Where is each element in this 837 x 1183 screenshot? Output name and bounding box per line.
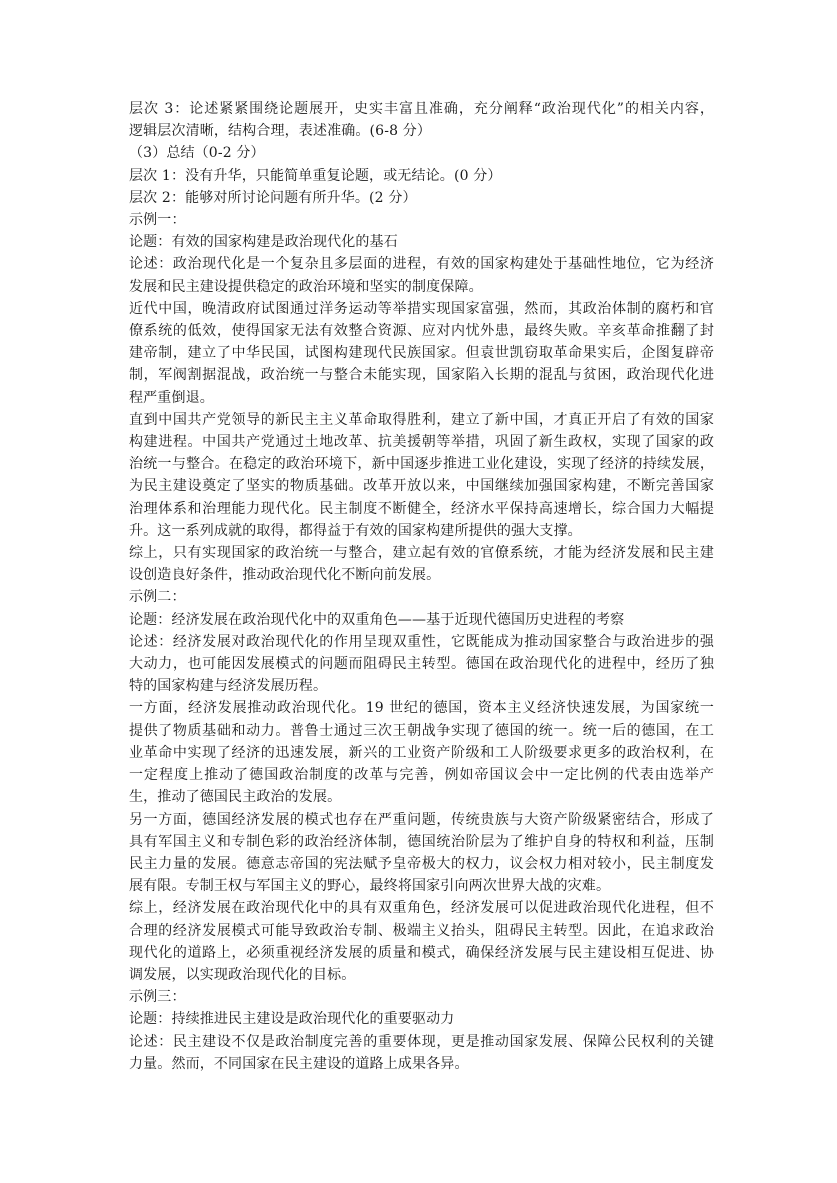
text-line: 制，军阀割据混战，政治统一与整合未能实现，国家陷入长期的混乱与贫困，政治现代化进	[129, 367, 714, 384]
text-line: 治理体系和治理能力现代化。民主制度不断健全，经济水平保持高速增长，综合国力大幅提	[129, 500, 714, 517]
text-line: 展有限。专制王权与军国主义的野心，最终将国家引向两次世界大战的灾难。	[129, 878, 611, 895]
text-line: 生，推动了德国民主政治的发展。	[129, 789, 342, 806]
text-line: 论述：民主建设不仅是政治制度完善的重要体现，更是推动国家发展、保障公民权利的关键	[129, 1033, 714, 1050]
text-line: 层次 1：没有升华，只能简单重复论题，或无结论。(0 分）	[129, 167, 502, 184]
thesis-line: 论题：持续推进民主建设是政治现代化的重要驱动力	[129, 1011, 455, 1028]
text-line: 层次 2：能够对所讨论问题有所升华。(2 分）	[129, 189, 417, 206]
text-line: 直到中国共产党领导的新民主主义革命取得胜利，建立了新中国，才真正开启了有效的国家	[129, 411, 714, 428]
example-heading: 示例一：	[129, 212, 186, 229]
text-line: 调发展，以实现政治现代化的目标。	[129, 966, 356, 983]
thesis-line: 论题：有效的国家构建是政治现代化的基石	[129, 234, 398, 251]
example-heading: 示例二：	[129, 589, 186, 606]
text-line: 提供了物质基础和动力。普鲁士通过三次王朝战争实现了德国的统一。统一后的德国，在工	[129, 722, 714, 739]
text-line: 民主力量的发展。德意志帝国的宪法赋予皇帝极大的权力，议会权力相对较小，民主制度发	[129, 855, 714, 872]
text-line: 综上，经济发展在政治现代化中的具有双重角色，经济发展可以促进政治现代化进程，但不	[129, 900, 714, 917]
text-line: 另一方面，德国经济发展的模式也存在严重问题，传统贵族与大资产阶级紧密结合，形成了	[129, 811, 714, 828]
example-heading: 示例三：	[129, 989, 186, 1006]
text-line: 具有军国主义和专制色彩的政治经济体制，德国统治阶层为了维护自身的特权和利益，压制	[129, 833, 714, 850]
text-line: 程严重倒退。	[129, 389, 214, 406]
text-line: 建帝制，建立了中华民国，试图构建现代民族国家。但袁世凯窃取革命果实后，企图复辟帝	[129, 345, 714, 362]
thesis-line: 论题：经济发展在政治现代化中的双重角色——基于近现代德国历史进程的考察	[129, 611, 625, 628]
section-heading: （3）总结（0-2 分）	[129, 145, 265, 162]
text-line: 一定程度上推动了德国政治制度的改革与完善，例如帝国议会中一定比例的代表由选举产	[129, 767, 714, 784]
text-line: 综上，只有实现国家的政治统一与整合，建立起有效的官僚系统，才能为经济发展和民主建	[129, 545, 714, 562]
text-line: 业革命中实现了经济的迅速发展，新兴的工业资产阶级和工人阶级要求更多的政治权利，在	[129, 744, 714, 761]
text-line: 现代化的道路上，必须重视经济发展的质量和模式，确保经济发展与民主建设相互促进、协	[129, 944, 714, 961]
text-line: 论述：政治现代化是一个复杂且多层面的进程，有效的国家构建处于基础性地位，它为经济	[129, 256, 714, 273]
text-line: 一方面，经济发展推动政治现代化。19 世纪的德国，资本主义经济快速发展，为国家统一	[129, 700, 714, 717]
text-line: 大动力，也可能因发展模式的问题而阻碍民主转型。德国在政治现代化的进程中，经历了独	[129, 656, 714, 673]
text-line: 层次 3：论述紧紧围绕论题展开，史实丰富且准确，充分阐释“政治现代化”的相关内容，	[129, 101, 714, 117]
text-line: 僚系统的低效，使得国家无法有效整合资源、应对内忧外患，最终失败。辛亥革命推翻了封	[129, 323, 714, 340]
text-line: 升。这一系列成就的取得，都得益于有效的国家构建所提供的强大支撑。	[129, 522, 582, 539]
text-line: 为民主建设奠定了坚实的物质基础。改革开放以来，中国继续加强国家构建，不断完善国家	[129, 478, 714, 495]
text-line: 力量。然而，不同国家在民主建设的道路上成果各异。	[129, 1055, 469, 1072]
text-line: 发展和民主建设提供稳定的政治环境和坚实的制度保障。	[129, 278, 483, 295]
text-line: 构建进程。中国共产党通过土地改革、抗美援朝等举措，巩固了新生政权，实现了国家的政	[129, 434, 714, 451]
document-page	[129, 98, 714, 1075]
text-line: 近代中国，晚清政府试图通过洋务运动等举措实现国家富强，然而，其政治体制的腐朽和官	[129, 300, 714, 317]
text-line: 合理的经济发展模式可能导致政治专制、极端主义抬头，阻碍民主转型。因此，在追求政治	[129, 922, 714, 939]
text-line: 特的国家构建与经济发展历程。	[129, 678, 328, 695]
text-line: 逻辑层次清晰，结构合理，表述准确。(6-8 分）	[129, 123, 432, 140]
text-line: 设创造良好条件，推动政治现代化不断向前发展。	[129, 567, 441, 584]
text-line: 治统一与整合。在稳定的政治环境下，新中国逐步推进工业化建设，实现了经济的持续发展，	[129, 456, 714, 473]
text-line: 论述：经济发展对政治现代化的作用呈现双重性，它既能成为推动国家整合与政治进步的强	[129, 633, 714, 650]
